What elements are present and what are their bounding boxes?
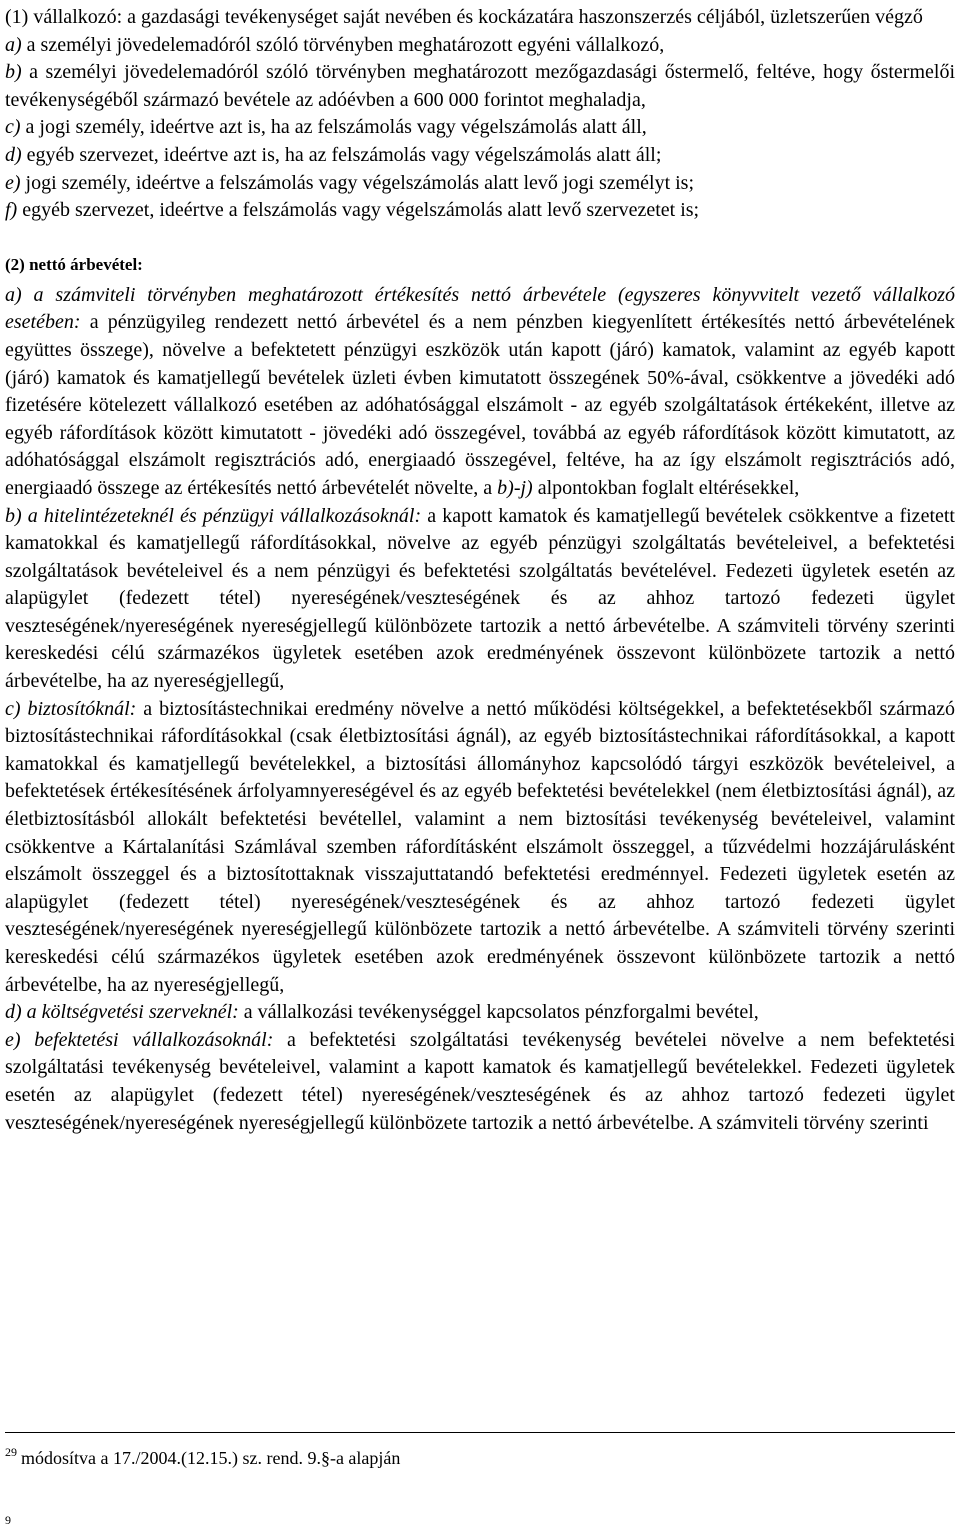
point-e-label: e) befektetési vállalkozásoknál:: [5, 1028, 274, 1051]
footnote: [5, 1440, 400, 1470]
item-f-label: f): [5, 199, 18, 222]
item-b-label: b): [5, 61, 22, 84]
point-b-text: a kapott kamatok és kamatjellegű bevételek csökkentve a fizetett kamatokkal és kamatjellegű ráfordításokkal, növelve az egyéb pénzügyi szolgáltatás bevételeivel, a befektetési szolgáltatások bevételeivel és a nem pénzügyi és befektetési szolgáltatás bevételével. Fedezeti ügyletek esetén az alapügylet (fedezett tétel) nyereségének/veszteségének és az ahhoz tartozó fedezeti ügylet veszteségének/nyereségének nyereségjellegű különbözete tartozik a nettó árbevételbe. A számviteli törvény szerinti kereskedési célú származékos ügyletek esetében azok eredményének összevont különbözete tartozik a nettó árbevételbe, ha az nyereségjellegű,: [5, 504, 955, 693]
point-a-text: a pénzügyileg rendezett nettó árbevétel és a nem pénzben kiegyenlített értékesítés nettó árbevételének együttes összege), növelve a befektetett pénzügyi eszközök után kapott (járó) kamatok, valamint az egyéb kapott (járó) kamatok és kamatjellegű bevételek üzleti évben kimutatott összegének 50%-ával, csökkentve a jövedéki adó fizetésére kötelezett vállalkozó esetében az adóhatósággal elszámolt - az egyéb szolgáltatások értékeként, illetve az egyéb ráfordítások között kimutatott - jövedéki adó összegével, továbbá az egyéb ráfordítások között kimutatott, az adóhatósággal elszámolt regisztrációs adó, energiaadó összegével, feltéve, ha az így elszámolt regisztrációs adó, energiaadó összege az értékesítés nettó árbevételét növelte, a: [5, 311, 955, 499]
point-a-text-end: alpontokban foglalt eltérésekkel,: [532, 476, 800, 499]
point-a-reference: b)-j): [497, 476, 533, 499]
point-e-text: a befektetési szolgáltatási tevékenység bevételei növelve a nem befektetési szolgáltatási tevékenység bevételeivel, valamint a kapott kamatok és kamatjellegű bevételekkel. Fedezeti ügyletek esetén az alapügylet (fedezett tétel) nyereségének/veszteségének és az ahhoz tartozó fedezeti ügylet veszteségének/nyereségének nyereségjellegű különbözete tartozik a nettó árbevételbe. A számviteli törvény szerinti: [5, 1028, 956, 1134]
point-c-label: c) biztosítóknál:: [5, 697, 137, 720]
point-c-text: a biztosítástechnikai eredmény növelve a nettó működési költségekkel, a befektetésekből származó biztosítástechnikai ráfordításokkal (csak életbiztosítási ágnál), az egyéb biztosítástechnikai ráfordításokkal, a kapott kamatokkal és kamatjellegű bevételekkel, a biztosítási állományhoz kapcsolódó tárgyi eszközök bevételeivel, a befektetések értékesítésének árfolyamnyereségével és az egyéb befektetési bevételekkel (nem életbiztosítási ágnál), az életbiztosításból allokált befektetési bevétellel, valamint a nem biztosítási tevékenység bevételeivel, valamint csökkentve a Kártalanítási Számlával szemben ráfordításként elszámolt összeggel, a tűzvédelmi hozzájárulásként elszámolt összeggel és a biztosítottaknak visszajuttatandó befektetési eredménnyel. Fedezeti ügyletek esetén az alapügylet (fedezett tétel) nyereségének/veszteségének és az ahhoz tartozó fedezeti ügylet veszteségének/nyereségének nyereségjellegű különbözete tartozik a nettó árbevételbe. A számviteli törvény szerinti kereskedési célú származékos ügyletek esetében azok eredményének összevont különbözete tartozik a nettó árbevételbe, ha az nyereségjellegű,: [5, 697, 955, 996]
item-a-text: a személyi jövedelemadóról szóló törvényben meghatározott egyéni vállalkozó,: [21, 33, 665, 56]
point-d-label: d) a költségvetési szerveknél:: [5, 1001, 239, 1024]
page-number: 9: [5, 1513, 11, 1527]
footnote-text: módosítva a 17./2004.(12.15.) sz. rend. 9.: [21, 1448, 321, 1468]
footnote-divider: [5, 1432, 955, 1433]
item-e-text: jogi személy, ideértve a felszámolás vagy végelszámolás alatt levő jogi személyt is;: [20, 171, 695, 194]
section-sign: §: [320, 1448, 330, 1468]
paragraph-entrepreneur-definition: [5, 4, 955, 225]
net-revenue-heading: (2) nettó árbevétel:: [5, 254, 143, 274]
paragraph-net-revenue: [5, 282, 955, 1137]
item-f-text: egyéb szervezet, ideértve a felszámolás vagy végelszámolás alatt levő szervezetet is;: [17, 199, 700, 222]
item-a-label: a): [5, 33, 22, 56]
document-page: [5, 0, 955, 1137]
item-c-label: c): [5, 116, 21, 139]
item-c-text: a jogi személy, ideértve azt is, ha az felszámolás vagy végelszámolás alatt áll,: [20, 116, 647, 139]
point-b-label: b) a hitelintézeteknél és pénzügyi vállalkozásoknál:: [5, 504, 422, 527]
footnote-text-end: -a alapján: [329, 1448, 401, 1468]
point-d-text: a vállalkozási tevékenységgel kapcsolatos pénzforgalmi bevétel,: [238, 1001, 759, 1024]
item-d-label: d): [5, 143, 22, 166]
item-e-label: e): [5, 171, 21, 194]
item-b-text: a személyi jövedelemadóról szóló törvényben meghatározott mezőgazdasági őstermelő, feltéve, hogy őstermelői tevékenységéből származó bevétele az adóévben a 600 000 forintot meghaladja,: [5, 61, 955, 111]
definition-intro: (1) vállalkozó: a gazdasági tevékenységet saját nevében és kockázatára haszonszerzés céljából, üzletszerűen végző: [5, 6, 923, 28]
footnote-number: 29: [5, 1445, 17, 1459]
point-a-label: a) a számviteli törvényben meghatározott értékesítés nettó árbevétele (egyszeres könyvvitelt vezető vállalkozó esetében:: [5, 283, 955, 334]
item-d-text: egyéb szervezet, ideértve azt is, ha az felszámolás vagy végelszámolás alatt áll;: [21, 143, 662, 166]
